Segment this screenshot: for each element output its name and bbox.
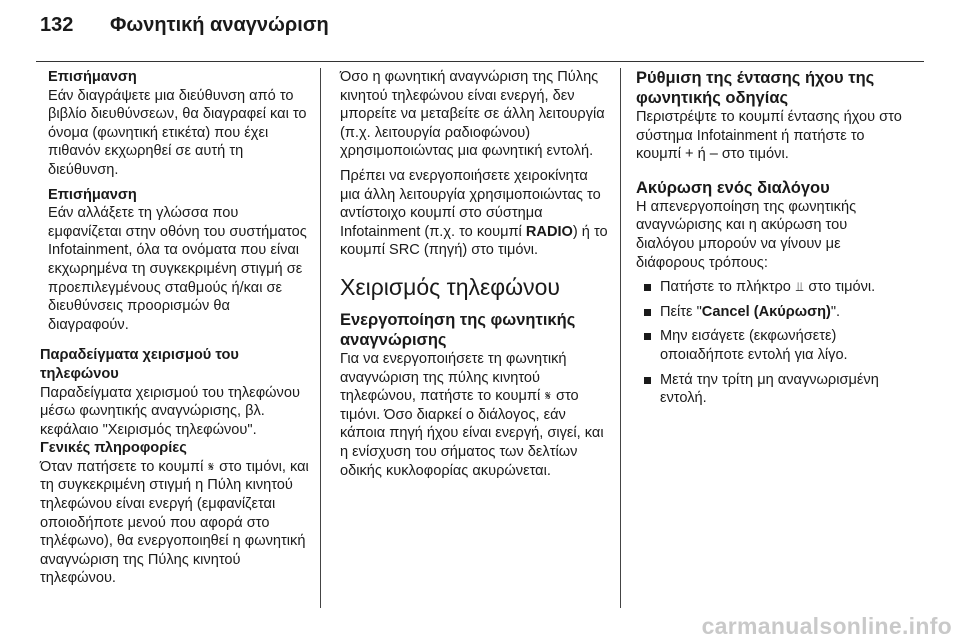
note-heading: Επισήμανση <box>48 69 137 85</box>
watermark: carmanualsonline.info <box>701 613 952 639</box>
paragraph: Πρέπει να ενεργοποιήσετε χειροκίνητα μια άλλη λειτουργία χρησιμοποιώντας το αντίστοιχο κουμπί στο σύστημα Infotainment (π.χ. το κουμπί RADIO) ή το κουμπί SRC (πηγή) στο τιμόνι. <box>340 167 608 259</box>
activation-text: Για να ενεργοποιήσετε τη φωνητική αναγνώριση της πύλης κινητού τηλεφώνου, πατήστε το κουμπί 𝄋 στο τιμόνι. Όσο διαρκεί ο διάλογος, εάν κάποια πηγή ήχου είναι ενεργή, σιγεί, και η ενίσχυση του σήματος των δελτίων οδικής κυκλοφορίας ακυρώνεται. <box>340 350 604 479</box>
general-info-heading: Γενικές πληροφορίες <box>40 440 187 457</box>
column-3 <box>636 68 908 414</box>
column-divider <box>620 68 621 608</box>
page-number: 132 <box>40 14 74 36</box>
note-block <box>40 186 310 335</box>
list-item: Μετά την τρίτη μη αναγνωρισμένη εντολή. <box>636 371 908 408</box>
cancel-options-list <box>636 278 908 408</box>
column-1 <box>40 68 310 594</box>
list-item: Πείτε "Cancel (Ακύρωση)". <box>636 303 908 322</box>
voice-icon: 𝄋 <box>545 388 551 404</box>
list-item: Μην εισάγετε (εκφωνήσετε) οποιαδήποτε εντολή για λίγο. <box>636 327 908 364</box>
activation-heading: Ενεργοποίηση της φωνητικής αναγνώρισης <box>340 310 576 349</box>
header-divider <box>36 61 924 62</box>
note-text: Εάν αλλάξετε τη γλώσσα που εμφανίζεται στην οθόνη του συστήματος Infotainment, όλα τα ονόματα που είναι εκχωρημένα τη συγκεκριμένη στιγμή σε προεπιλεγμένους σταθμούς ή/και σε διευθύνσεις προορισμών θα διαγραφούν. <box>48 205 307 333</box>
examples-heading: Παραδείγματα χειρισμού του τηλεφώνου <box>40 347 239 382</box>
cancel-text: Η απενεργοποίηση της φωνητικής αναγνώρισης και η ακύρωση του διαλόγου μπορούν να γίνουν με διάφορους τρόπους: <box>636 198 857 271</box>
note-text: Εάν διαγράψετε μια διεύθυνση από το βιβλίο διευθύνσεων, θα διαγραφεί και το όνομα (φωνητική ετικέτα) που έχει πιθανόν εκχωρηθεί σε αυτή τη διεύθυνση. <box>48 87 307 178</box>
note-heading: Επισήμανση <box>48 186 137 203</box>
section-title: Χειρισμός τηλεφώνου <box>340 273 560 300</box>
hangup-icon: ⫫ <box>795 279 804 295</box>
voice-icon: 𝄋 <box>208 458 214 474</box>
note-block <box>40 68 310 180</box>
column-2 <box>340 68 608 486</box>
general-info-text: Όταν πατήσετε το κουμπί 𝄋 στο τιμόνι, και τη συγκεκριμένη στιγμή η Πύλη κινητού τηλεφώνου είναι ενεργή (εμφανίζεται οποιοδήποτε μενού που αφορά στο τηλέφωνο), θα ενεργοποιηθεί η φωνητική αναγνώριση της Πύλης κινητού τηλεφώνου. <box>40 458 309 587</box>
paragraph: Όσο η φωνητική αναγνώριση της Πύλης κινητού τηλεφώνου είναι ενεργή, δεν μπορείτε να μεταβείτε σε άλλη λειτουργία (π.χ. λειτουργία ραδιοφώνου) χρησιμοποιώντας μια φωνητική εντολή. <box>340 69 605 160</box>
radio-button-label: RADIO <box>525 223 573 240</box>
page-header <box>40 14 329 48</box>
column-divider <box>320 68 321 608</box>
volume-text: Περιστρέψτε το κουμπί έντασης ήχου στο σύστημα Infotainment ή πατήστε το κουμπί + ή – στο τιμόνι. <box>636 109 902 163</box>
page-title: Φωνητική αναγνώριση <box>110 14 329 36</box>
examples-text: Παραδείγματα χειρισμού του τηλεφώνου μέσω φωνητικής αναγνώρισης, βλ. κεφάλαιο "Χειρισμός τηλεφώνου". <box>40 384 300 438</box>
cancel-heading: Ακύρωση ενός διαλόγου <box>636 178 830 197</box>
volume-heading: Ρύθμιση της έντασης ήχου της φωνητικής οδηγίας <box>636 69 875 107</box>
list-item: Πατήστε το πλήκτρο ⫫ στο τιμόνι. <box>636 278 908 297</box>
